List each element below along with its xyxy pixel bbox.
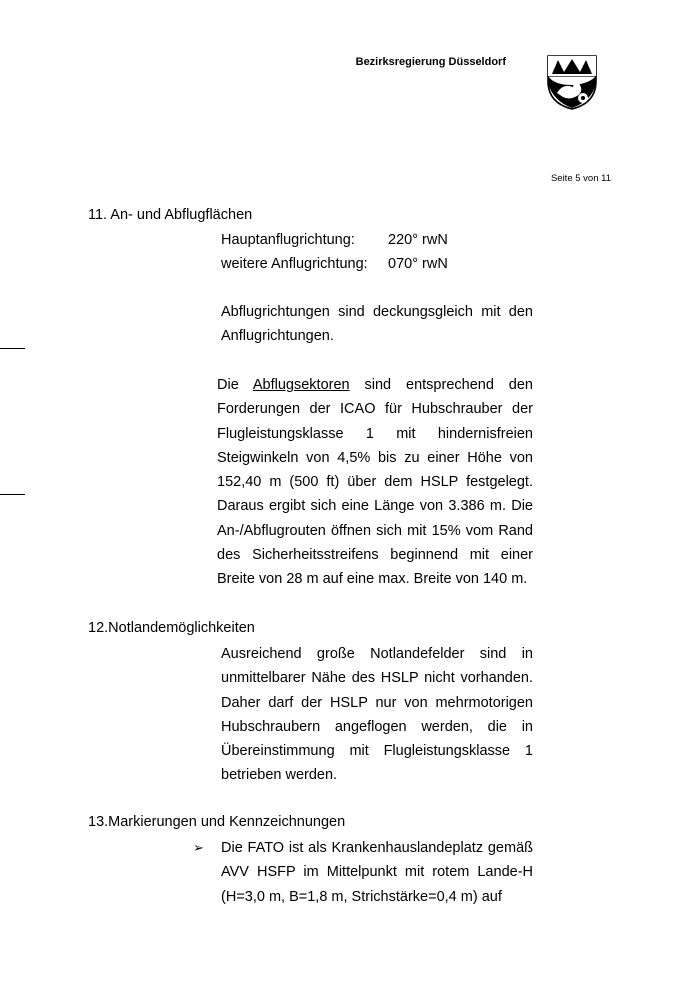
departure-sector-paragraph <box>217 373 533 592</box>
marking-paragraph: Die FATO ist als Krankenhauslandeplatz gemäß AVV HSFP im Mittelpunkt mit rotem Lande-H (H=3,0 m, B=1,8 m, Strichstärke=0,4 m) auf <box>221 840 533 905</box>
approach-value: 220° rwN <box>388 232 448 248</box>
fold-mark-middle <box>0 494 25 495</box>
nrw-coat-of-arms-icon <box>545 53 599 111</box>
approach-label: weitere Anflugrichtung: <box>221 256 368 272</box>
section-12-heading: 12.Notlandemöglichkeiten <box>88 620 255 636</box>
fold-mark-top <box>0 348 25 349</box>
paragraph-text-start: Die <box>217 377 253 393</box>
approach-row-main <box>221 228 448 252</box>
section-11-heading: 11. An- und Abflugflächen <box>88 207 253 223</box>
approach-row-secondary <box>221 252 448 276</box>
departure-paragraph: Abflugrichtungen sind deckungsgleich mit den Anflugrichtungen. <box>221 304 533 345</box>
section-13-heading: 13.Markierungen und Kennzeichnungen <box>88 814 346 830</box>
bullet-arrow-icon: ➢ <box>193 840 204 855</box>
emergency-landing-paragraph: Ausreichend große Notlandefelder sind in unmittelbarer Nähe des HSLP nicht vorhanden. Daher darf der HSLP nur von mehrmotorigen Hubschraubern angeflogen werden, die in Übereinstimmung mit Flugleistungsklasse 1 betrieben werden. <box>221 646 533 784</box>
departure-sector-term: Abflugsektoren <box>252 377 350 393</box>
authority-name: Bezirksregierung Düsseldorf <box>355 56 506 68</box>
approach-label: Hauptanflugrichtung: <box>221 232 355 248</box>
page-number: Seite 5 von 11 <box>550 173 611 184</box>
approach-value: 070° rwN <box>388 256 448 272</box>
paragraph-text-rest: sind entsprechend den Forderungen der ICAO für Hubschrauber der Flugleistungsklasse 1 mit hindernisfreien Steigwinkeln von 4,5% bis zu einer Höhe von 152,40 m (500 ft) über dem HSLP festgelegt. Daraus ergibt sich eine Länge von 3.386 m. Die An-/Abflugrouten öffnen sich mit 15% vom Rand des Sicherheitsstreifens beginnend mit einer Breite von 28 m auf eine max. Breite von 140 m. <box>217 377 533 588</box>
